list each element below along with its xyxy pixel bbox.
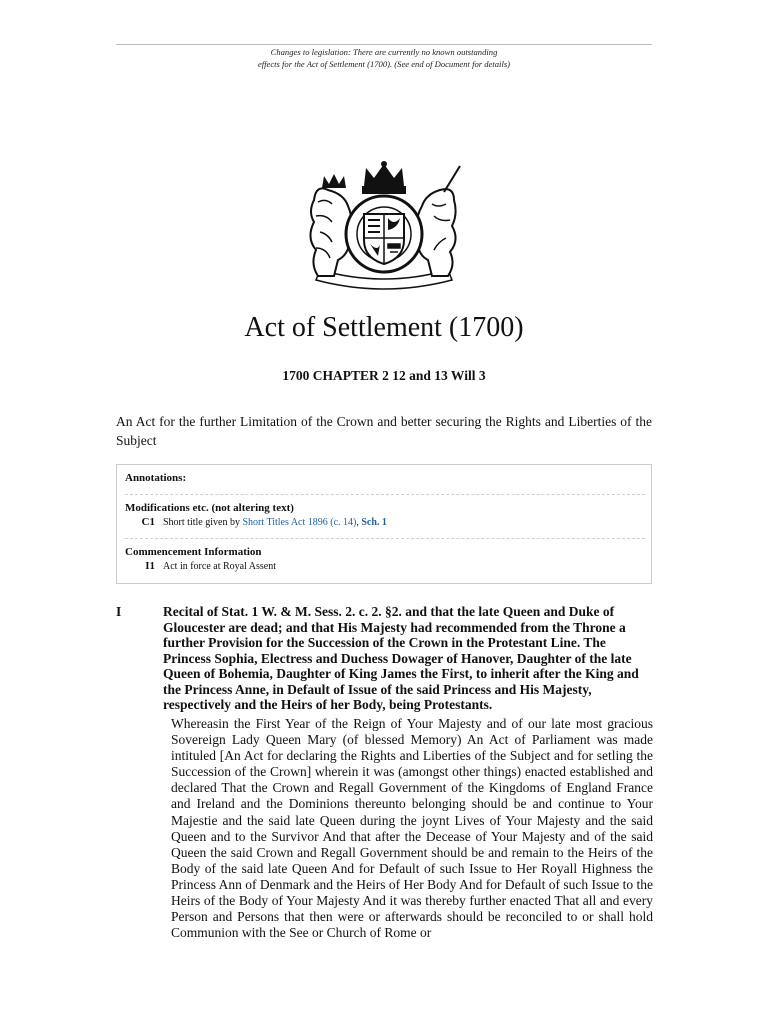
annotation-code: C1 — [141, 516, 155, 528]
modifications-heading: Modifications etc. (not altering text) — [125, 502, 294, 514]
section-number: I — [116, 604, 122, 619]
royal-coat-of-arms-icon — [294, 160, 474, 296]
chapter-citation: 1700 CHAPTER 2 12 and 13 Will 3 — [282, 368, 486, 383]
short-titles-act-link[interactable]: Short Titles Act 1896 (c. 14) — [242, 517, 357, 528]
annotations-box — [116, 464, 652, 584]
divider — [125, 494, 645, 495]
schedule-1-link[interactable]: Sch. 1 — [361, 517, 387, 528]
changes-notice-line1: Changes to legislation: There are currently no known outstanding — [270, 47, 498, 57]
annotations-heading: Annotations: — [125, 472, 187, 484]
annotation-text: Short title given by — [163, 517, 243, 528]
page-title: Act of Settlement (1700) — [244, 312, 524, 343]
section-heading: Recital of Stat. 1 W. & M. Sess. 2. c. 2. §2. and that the late Queen and Duke of Gloucester are dead; and that His Majesty had recommended from the Throne a further Provision for the Succession of the Crown in the Protestant Line. The Princess Sophia, Electress and Duchess Dowager of Hanover, Daughter of the late Queen of Bohemia, Daughter of King James the First, to inherit after the King and the Princess Anne, in Default of Issue of the said Princess and His Majesty, respectively and the Heirs of her Body, being Protestants. — [163, 604, 639, 712]
changes-notice — [116, 44, 652, 70]
commencement-heading: Commencement Information — [125, 546, 262, 558]
changes-notice-line2: effects for the Act of Settlement (1700). (See end of Document for details) — [257, 59, 511, 69]
annotation-c1 — [125, 516, 645, 528]
long-title: An Act for the further Limitation of the Crown and better securing the Rights and Liberties of the Subject — [116, 414, 652, 448]
divider — [125, 538, 645, 539]
annotation-separator: , — [356, 517, 362, 528]
annotation-i1 — [125, 560, 645, 572]
annotation-code: I1 — [145, 560, 155, 572]
annotation-text: Act in force at Royal Assent — [163, 561, 277, 572]
section-body: Whereasin the First Year of the Reign of Your Majesty and of our late most gracious Sovereign Lady Queen Mary (of blessed Memory) An Act of Parliament was made intituled [An Act for declaring the Rights and Liberties of the Subject and for setling the Succession of the Crown] wherein it was (amongst other things) enacted established and declared That the Crown and Regall Government of the Kingdoms of England France and Ireland and the Dominions thereunto belonging should be and continue to Your Majestie and the said late Queen during the joynt Lives of Your Majesty and the said Queen and to the Survivor And that after the Decease of Your Majesty and of the said Queen the said Crown and Regall Government should be and remain to the Heirs of the Body of the said late Queen And for Default of such Issue to Her Royall Highness the Princess Ann of Denmark and the Heirs of Her Body And for Default of such Issue to the Heirs of the Body of Your Majesty And it was thereby further enacted That all and every Person and Persons that then were or afterwards should be reconciled to or shall hold Communion with the See or Church of Rome or — [171, 716, 653, 941]
royal-coat-of-arms — [294, 160, 474, 296]
